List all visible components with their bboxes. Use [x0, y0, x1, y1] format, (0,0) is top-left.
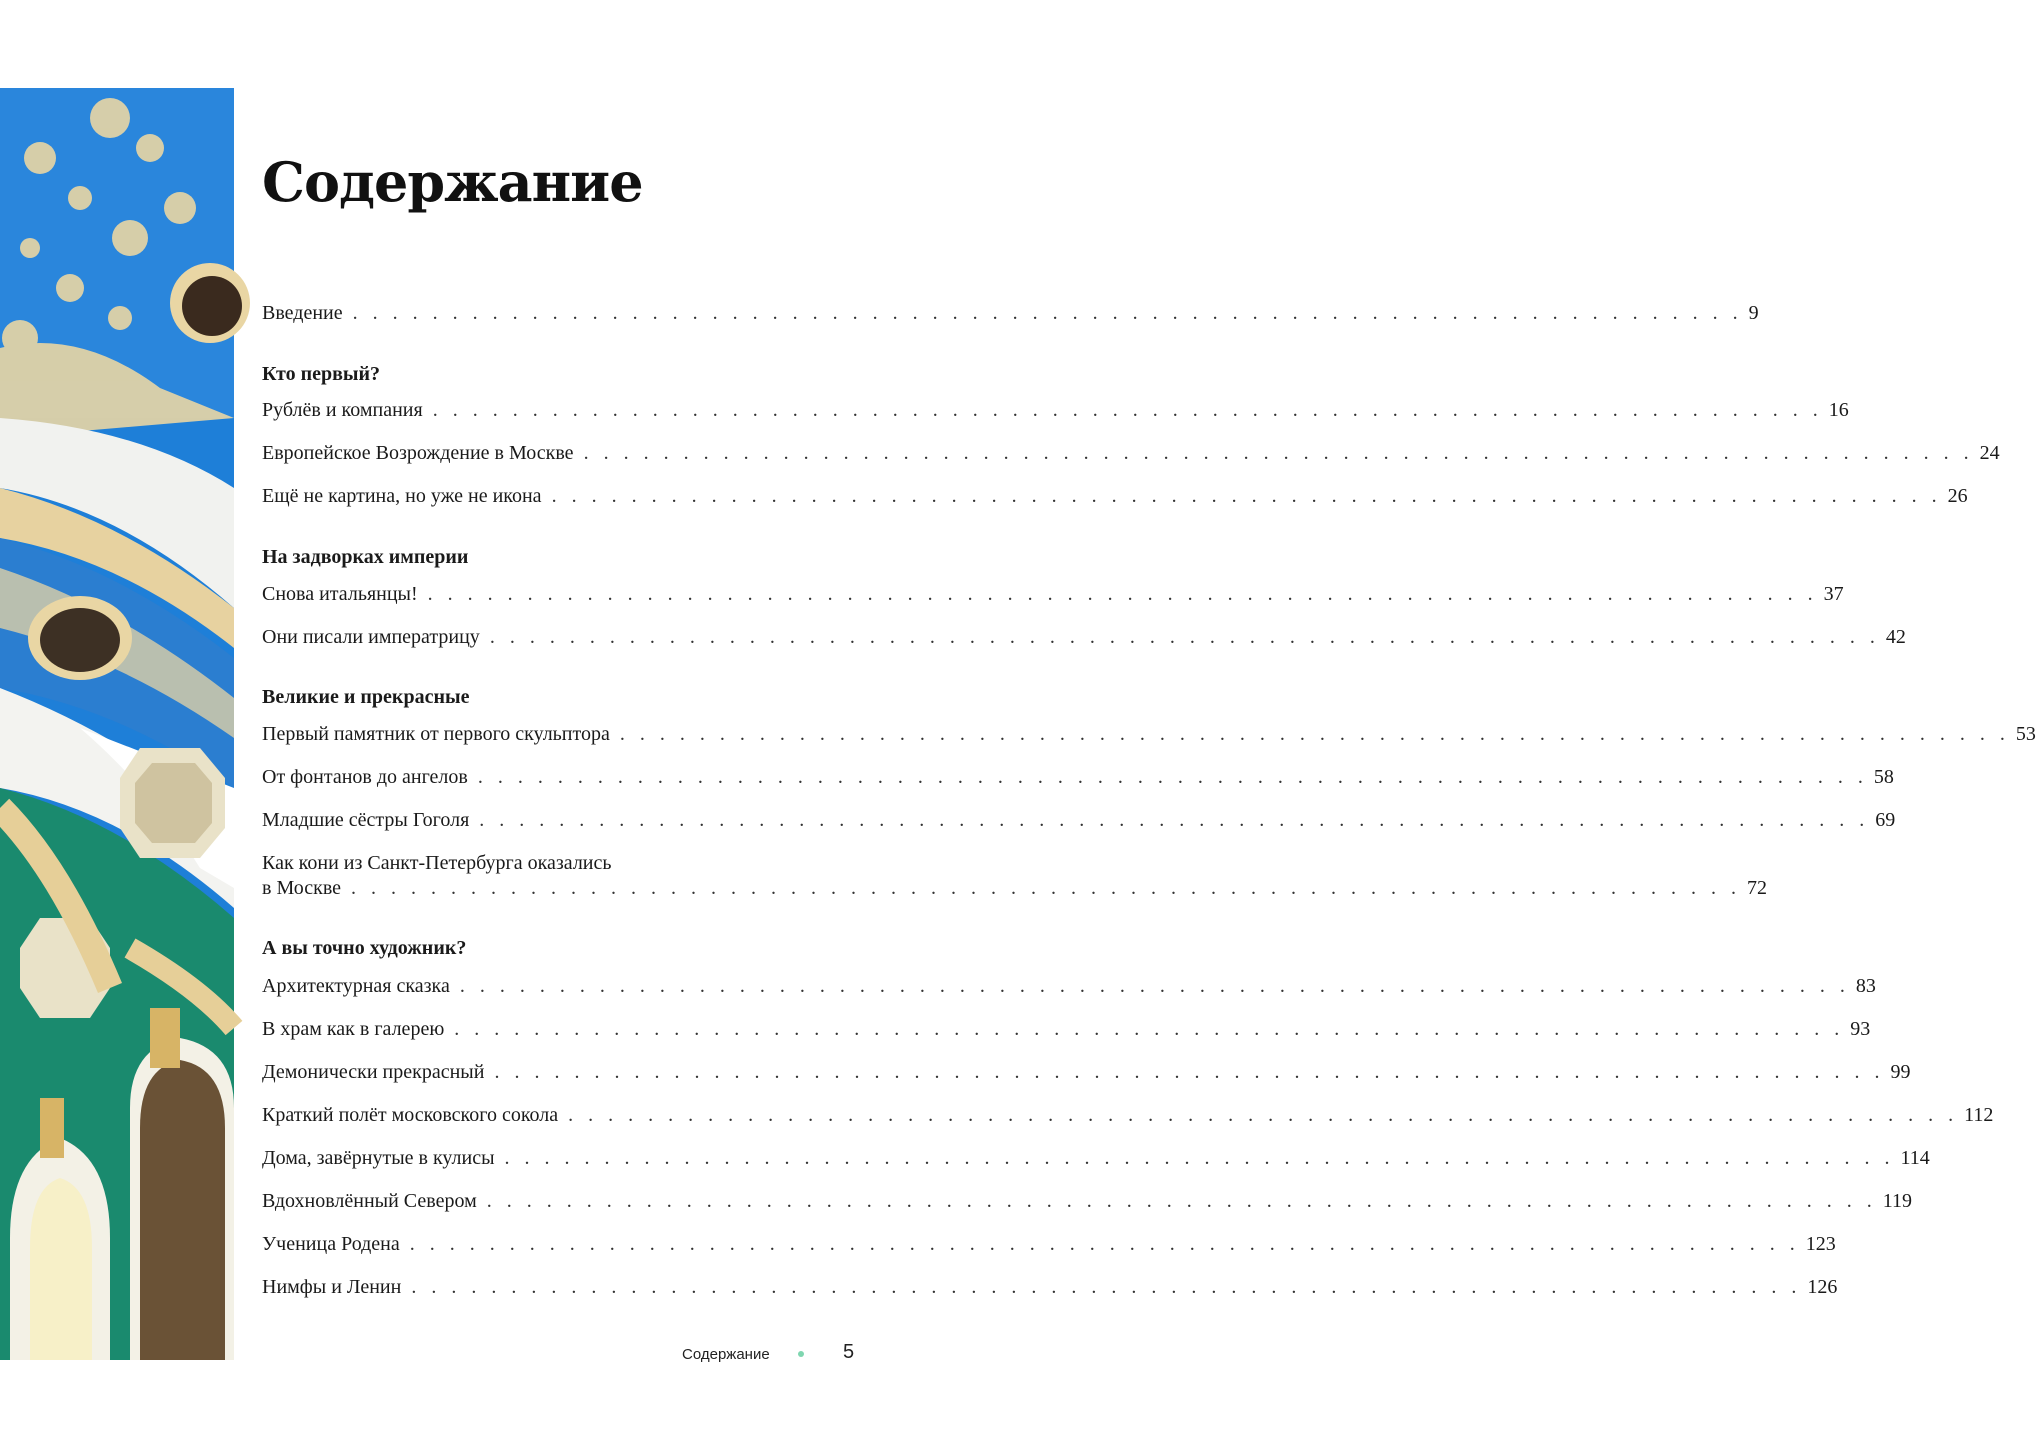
toc-entry-page: 58	[1873, 766, 1894, 788]
toc-entry[interactable]	[262, 765, 1894, 790]
toc-entry-page: 72	[1747, 877, 1768, 899]
dot-leader: . . . . . . . . . . . . . . . . . . . . . . . . . . . . . . . . . . . . . . . . . . . . . . . . . . . . . . . . . . . . . . . . . . . . . .	[409, 1233, 1800, 1255]
toc-entry-page: 37	[1823, 583, 1844, 605]
toc-entry-label: Нимфы и Ленин	[262, 1276, 402, 1298]
toc-entry[interactable]	[262, 484, 1968, 509]
dot-leader: . . . . . . . . . . . . . . . . . . . . . . . . . . . . . . . . . . . . . . . . . . . . . . . . . . . . . . . . . . . . . . . . . . . . . .	[551, 485, 1942, 507]
page-number: 5	[843, 1341, 855, 1363]
toc-entry-label: Ещё не картина, но уже не икона	[262, 485, 542, 507]
toc-entry[interactable]	[262, 1232, 1836, 1257]
dot-leader: . . . . . . . . . . . . . . . . . . . . . . . . . . . . . . . . . . . . . . . . . . . . . . . . . . . . . . . . . . . . . . . . . . . . . .	[477, 766, 1868, 788]
toc-entry-label-line1: Как кони из Санкт-Петербурга оказались	[262, 852, 612, 874]
toc-section-heading: А вы точно художник?	[262, 937, 467, 959]
toc-entry[interactable]	[262, 1275, 1838, 1300]
dot-leader: . . . . . . . . . . . . . . . . . . . . . . . . . . . . . . . . . . . . . . . . . . . . . . . . . . . . . . . . . . . . . . . . . . . . . .	[619, 723, 2010, 745]
toc-entry-page: 99	[1890, 1061, 1911, 1083]
toc-entry[interactable]	[262, 441, 2000, 466]
toc-entry-page: 119	[1882, 1190, 1913, 1212]
toc-entry-label: Демонически прекрасный	[262, 1061, 485, 1083]
dot-leader: . . . . . . . . . . . . . . . . . . . . . . . . . . . . . . . . . . . . . . . . . . . . . . . . . . . . . . . . . . . . . . . . . . . . . .	[504, 1147, 1895, 1169]
toc-entry-page: 123	[1805, 1233, 1836, 1255]
toc-entry[interactable]	[262, 582, 1844, 607]
toc-section-heading: На задворках империи	[262, 546, 469, 568]
toc-entry-page: 53	[2015, 723, 2036, 745]
dot-leader: . . . . . . . . . . . . . . . . . . . . . . . . . . . . . . . . . . . . . . . . . . . . . . . . . . . . . . . . . . . . . . . . . . . . . .	[568, 1104, 1959, 1126]
dot-leader: . . . . . . . . . . . . . . . . . . . . . . . . . . . . . . . . . . . . . . . . . . . . . . . . . . . . . . . . . . . . . . . . . . . . . .	[454, 1018, 1845, 1040]
toc-entry[interactable]	[262, 1189, 1913, 1214]
toc-entry-page: 42	[1885, 626, 1906, 648]
toc-entry-page: 26	[1947, 485, 1968, 507]
page-title: Содержание	[262, 150, 643, 214]
accent-dot	[798, 1351, 804, 1357]
dot-leader: . . . . . . . . . . . . . . . . . . . . . . . . . . . . . . . . . . . . . . . . . . . . . . . . . . . . . . . . . . . . . . . . . . . . . .	[486, 1190, 1877, 1212]
dot-leader: . . . . . . . . . . . . . . . . . . . . . . . . . . . . . . . . . . . . . . . . . . . . . . . . . . . . . . . . . . . . . . . . . . . . . .	[352, 302, 1743, 324]
toc-entry[interactable]	[262, 301, 1759, 326]
dot-leader: . . . . . . . . . . . . . . . . . . . . . . . . . . . . . . . . . . . . . . . . . . . . . . . . . . . . . . . . . . . . . . . . . . . . . .	[351, 877, 1742, 899]
toc-entry-page: 69	[1875, 809, 1896, 831]
toc-entry-page: 126	[1807, 1276, 1838, 1298]
dot-leader: . . . . . . . . . . . . . . . . . . . . . . . . . . . . . . . . . . . . . . . . . . . . . . . . . . . . . . . . . . . . . . . . . . . . . .	[427, 583, 1818, 605]
toc-entry-label: Ученица Родена	[262, 1233, 400, 1255]
toc-entry-page: 24	[1979, 442, 2000, 464]
dot-leader: . . . . . . . . . . . . . . . . . . . . . . . . . . . . . . . . . . . . . . . . . . . . . . . . . . . . . . . . . . . . . . . . . . . . . .	[479, 809, 1870, 831]
toc-entry-label: Дома, завёрнутые в кулисы	[262, 1147, 495, 1169]
toc-entry-page: 112	[1964, 1104, 1994, 1126]
toc-entry-label: Краткий полёт московского сокола	[262, 1104, 559, 1126]
toc-entry-label: Младшие сёстры Гоголя	[262, 809, 470, 831]
toc-entry-page: 83	[1855, 975, 1876, 997]
toc-entry-label: Европейское Возрождение в Москве	[262, 442, 574, 464]
toc-entry-page: 16	[1828, 399, 1849, 421]
toc-entry-page: 9	[1748, 302, 1759, 324]
toc-entry[interactable]	[262, 1060, 1911, 1085]
dot-leader: . . . . . . . . . . . . . . . . . . . . . . . . . . . . . . . . . . . . . . . . . . . . . . . . . . . . . . . . . . . . . . . . . . . . . .	[583, 442, 1974, 464]
toc-entry[interactable]	[262, 808, 1896, 833]
toc-entry-label: в Москве	[262, 877, 342, 899]
toc-entry-label: Рублёв и компания	[262, 399, 423, 421]
running-footer-label: Содержание	[682, 1346, 770, 1363]
toc-entry-label: Первый памятник от первого скульптора	[262, 723, 610, 745]
toc-entry-label: Вдохновлённый Севером	[262, 1190, 477, 1212]
dot-leader: . . . . . . . . . . . . . . . . . . . . . . . . . . . . . . . . . . . . . . . . . . . . . . . . . . . . . . . . . . . . . . . . . . . . . .	[411, 1276, 1802, 1298]
toc-entry-label: Снова итальянцы!	[262, 583, 418, 605]
toc-section-heading: Кто первый?	[262, 363, 381, 385]
toc-entry[interactable]	[262, 625, 1906, 650]
toc-entry[interactable]	[262, 851, 1768, 901]
dot-leader: . . . . . . . . . . . . . . . . . . . . . . . . . . . . . . . . . . . . . . . . . . . . . . . . . . . . . . . . . . . . . . . . . . . . . .	[432, 399, 1823, 421]
toc-entry[interactable]	[262, 1017, 1871, 1042]
toc-entry-label: В храм как в галерею	[262, 1018, 445, 1040]
toc-entry-page: 114	[1900, 1147, 1930, 1169]
toc-section-heading: Великие и прекрасные	[262, 686, 470, 708]
toc-entry[interactable]	[262, 974, 1876, 999]
toc-entry[interactable]	[262, 398, 1849, 423]
dot-leader: . . . . . . . . . . . . . . . . . . . . . . . . . . . . . . . . . . . . . . . . . . . . . . . . . . . . . . . . . . . . . . . . . . . . . .	[494, 1061, 1885, 1083]
dot-leader: . . . . . . . . . . . . . . . . . . . . . . . . . . . . . . . . . . . . . . . . . . . . . . . . . . . . . . . . . . . . . . . . . . . . . .	[459, 975, 1850, 997]
toc-entry[interactable]	[262, 722, 2036, 747]
toc-entry-label: От фонтанов до ангелов	[262, 766, 468, 788]
dot-leader: . . . . . . . . . . . . . . . . . . . . . . . . . . . . . . . . . . . . . . . . . . . . . . . . . . . . . . . . . . . . . . . . . . . . . .	[489, 626, 1880, 648]
toc-entry[interactable]	[262, 1103, 1994, 1128]
toc-entry-label: Архитектурная сказка	[262, 975, 450, 997]
toc-entry-label: Введение	[262, 302, 343, 324]
toc-entry[interactable]	[262, 1146, 1930, 1171]
toc-entry-page: 93	[1850, 1018, 1871, 1040]
toc-entry-label: Они писали императрицу	[262, 626, 480, 648]
ornate-ceiling-photo	[0, 88, 234, 1360]
